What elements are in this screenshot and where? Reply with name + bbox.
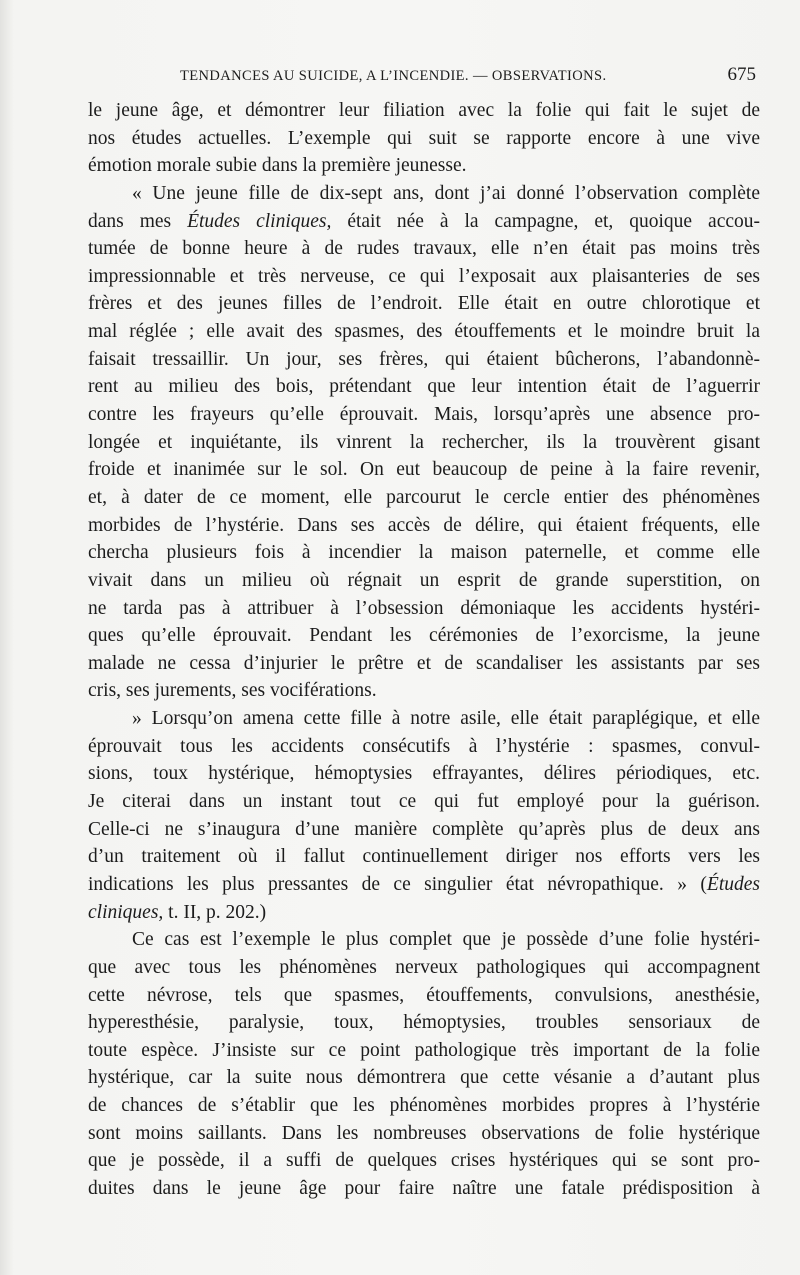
text-line: » Lorsqu’on amena cette fille à notre asile, elle était paraplégique, et elle xyxy=(132,708,760,730)
text-line: chercha plusieurs fois à incendier la maison paternelle, et comme elle xyxy=(88,542,760,564)
text-line: cris, ses jurements, ses vociférations. xyxy=(88,680,377,702)
text-line: de chances de s’établir que les phénomènes morbides propres à l’hystérie xyxy=(88,1095,760,1117)
text-line xyxy=(88,899,760,927)
text-line: vivait dans un milieu où régnait un esprit de grande superstition, on xyxy=(88,569,760,591)
text-fragment: dans mes xyxy=(88,210,172,232)
italic-title: Études cliniques, xyxy=(187,210,332,232)
text-line: émotion morale subie dans la première jeunesse. xyxy=(88,155,467,177)
text-line: longée et inquiétante, ils vinrent la rechercher, ils la trouvèrent gisant xyxy=(88,431,760,453)
text-line: faisait tressaillir. Un jour, ses frères, qui étaient bûcherons, l’abandonnè- xyxy=(88,348,760,370)
page-number: 675 xyxy=(727,64,756,85)
text-line: que je possède, il a suffi de quelques crises hystériques qui se sont pro- xyxy=(88,1150,760,1172)
text-line: tumée de bonne heure à de rudes travaux, elle n’en était pas moins très xyxy=(88,238,760,260)
text-fragment: indications les plus pressantes de ce singulier état névropathique. » ( xyxy=(88,873,707,895)
text-line: cette névrose, tels que spasmes, étouffements, convulsions, anesthésie, xyxy=(88,984,760,1006)
text-line: malade ne cessa d’injurier le prêtre et de scandaliser les assistants par ses xyxy=(88,652,760,674)
text-line: que avec tous les phénomènes nerveux pathologiques qui accompagnent xyxy=(88,956,760,978)
body-text xyxy=(88,97,760,1203)
text-fragment: était née à la campagne, et, quoique accou- xyxy=(347,210,760,232)
text-line: morbides de l’hystérie. Dans ses accès de délire, qui étaient fréquents, elle xyxy=(88,514,760,536)
text-line: ques qu’elle éprouvait. Pendant les cérémonies de l’exorcisme, la jeune xyxy=(88,625,760,647)
text-line: mal réglée ; elle avait des spasmes, des étouffements et le moindre bruit la xyxy=(88,321,760,343)
text-line: duites dans le jeune âge pour faire naître une fatale prédisposition à xyxy=(88,1177,760,1199)
italic-title: cliniques, xyxy=(88,901,164,923)
text-line: toute espèce. J’insiste sur ce point pathologique très important de la folie xyxy=(88,1039,760,1061)
running-head: TENDANCES AU SUICIDE, A L’INCENDIE. — OBSERVATIONS. xyxy=(180,68,607,84)
italic-title: Études xyxy=(706,873,760,895)
text-line: rent au milieu des bois, prétendant que leur intention était de l’aguerrir xyxy=(88,376,760,398)
text-line: et, à dater de ce moment, elle parcourut le cercle entier des phénomènes xyxy=(88,486,760,508)
text-line: froide et inanimée sur le sol. On eut beaucoup de peine à la faire revenir, xyxy=(88,459,760,481)
text-line: contre les frayeurs qu’elle éprouvait. Mais, lorsqu’après une absence pro- xyxy=(88,404,760,426)
text-line: d’un traitement où il fallut continuellement diriger nos efforts vers les xyxy=(88,846,760,868)
text-line: sont moins saillants. Dans les nombreuses observations de folie hystérique xyxy=(88,1122,760,1144)
text-line: ne tarda pas à attribuer à l’obsession démoniaque les accidents hystéri- xyxy=(88,597,760,619)
text-fragment: t. II, p. 202.) xyxy=(168,901,267,923)
text-line: Je citerai dans un instant tout ce qui fut employé pour la guérison. xyxy=(88,791,760,813)
text-line: nos études actuelles. L’exemple qui suit se rapporte encore à une vive xyxy=(88,127,760,149)
text-line: Celle-ci ne s’inaugura d’une manière complète qu’après plus de deux ans xyxy=(88,818,760,840)
text-line: sions, toux hystérique, hémoptysies effrayantes, délires périodiques, etc. xyxy=(88,763,760,785)
text-line: « Une jeune fille de dix-sept ans, dont j’ai donné l’observation complète xyxy=(132,182,760,204)
text-line: hyperesthésie, paralysie, toux, hémoptysies, troubles sensoriaux de xyxy=(88,1012,760,1034)
text-line: Ce cas est l’exemple le plus complet que je possède d’une folie hystéri- xyxy=(132,929,760,951)
text-line: hystérique, car la suite nous démontrera que cette vésanie a d’autant plus xyxy=(88,1067,760,1089)
text-line: le jeune âge, et démontrer leur filiation avec la folie qui fait le sujet de xyxy=(88,100,760,121)
text-line xyxy=(88,208,760,236)
page-header xyxy=(88,62,760,92)
text-line xyxy=(88,871,760,899)
text-line: impressionnable et très nerveuse, ce qui l’exposait aux plaisanteries de ses xyxy=(88,265,760,287)
text-line: frères et des jeunes filles de l’endroit. Elle était en outre chlorotique et xyxy=(88,293,760,315)
text-line: éprouvait tous les accidents consécutifs à l’hystérie : spasmes, convul- xyxy=(88,735,760,757)
